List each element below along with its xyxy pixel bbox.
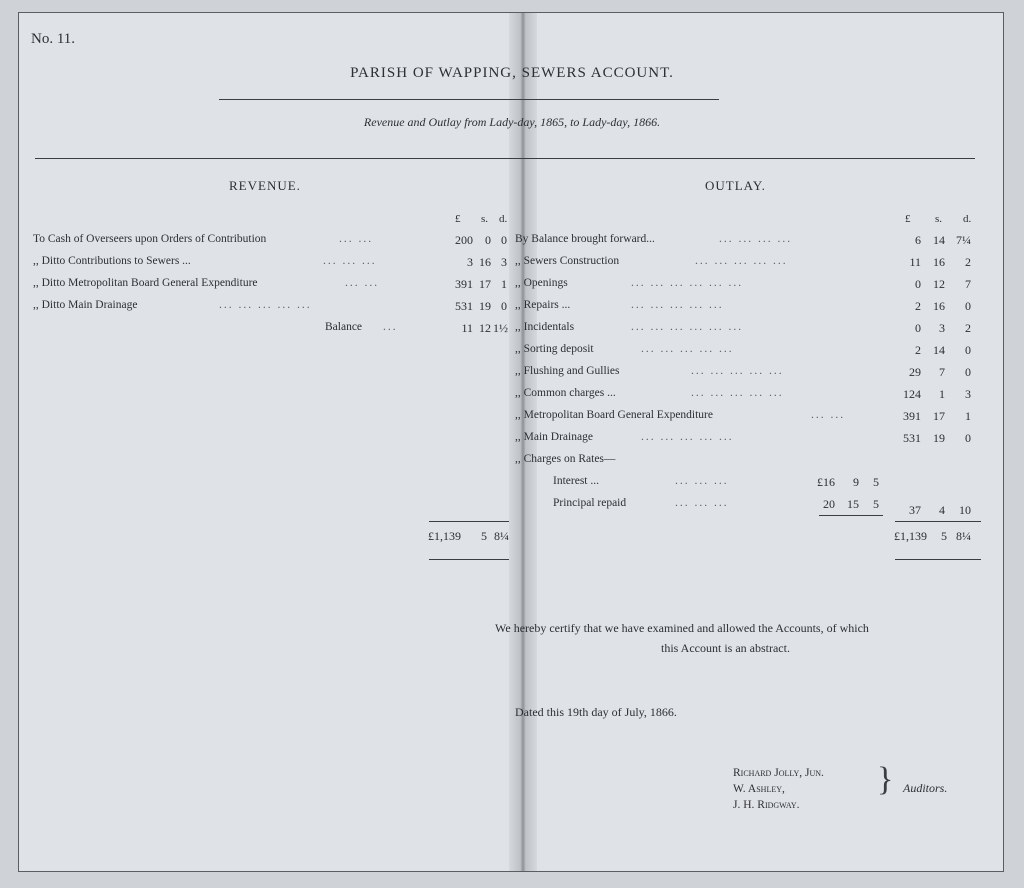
page-title: PARISH OF WAPPING, SEWERS ACCOUNT. — [350, 65, 674, 81]
amount-pounds: 531 — [455, 299, 473, 313]
outlay-label: ,, Sorting deposit — [515, 343, 594, 355]
amount-pounds: 6 — [915, 233, 921, 247]
outlay-label: ,, Repairs ... — [515, 299, 571, 311]
leader-dots: ... ... ... ... ... — [631, 299, 724, 311]
outlay-pound-header: £ — [905, 213, 911, 225]
amount-pence: 2 — [965, 321, 971, 335]
leader-dots: ... ... ... ... ... ... — [631, 277, 744, 289]
amount-pence: 0 — [501, 233, 507, 247]
leader-dots: ... ... ... ... ... — [641, 343, 734, 355]
revenue-total-pounds: £1,139 — [428, 529, 461, 543]
amount-pounds: 3 — [467, 255, 473, 269]
amount-pence: 2 — [965, 255, 971, 269]
amount-shillings: 19 — [479, 299, 491, 313]
amount-pounds: 124 — [903, 387, 921, 401]
revenue-heading: REVENUE. — [229, 178, 301, 193]
revenue-total-shillings: 5 — [481, 529, 487, 543]
amount-shillings: 19 — [933, 431, 945, 445]
amount-pence: 3 — [965, 387, 971, 401]
document-number: No. 11. — [31, 31, 76, 47]
sub-amount-pounds: £16 — [817, 475, 835, 489]
amount-pence: 1½ — [493, 321, 508, 335]
leader-dots: ... ... ... — [675, 497, 729, 509]
sub-total-pence: 10 — [959, 503, 971, 517]
revenue-shilling-header: s. — [481, 213, 489, 225]
revenue-total-double-rule — [429, 559, 509, 560]
certification-line-2: this Account is an abstract. — [661, 641, 790, 655]
account-page — [18, 12, 1004, 872]
signatory-name: J. H. Ridgway. — [733, 799, 800, 811]
amount-pence: 1 — [965, 409, 971, 423]
outlay-total-pounds: £1,139 — [894, 529, 927, 543]
outlay-label: ,, Incidentals — [515, 321, 575, 333]
amount-pounds: 391 — [455, 277, 473, 291]
sub-label: Principal repaid — [553, 497, 627, 509]
revenue-label: ,, Ditto Contributions to Sewers ... — [33, 255, 191, 267]
outlay-total-shillings: 5 — [941, 529, 947, 543]
outlay-label: ,, Main Drainage — [515, 431, 593, 443]
auditors-label: Auditors. — [903, 781, 948, 795]
revenue-label: ,, Ditto Metropolitan Board General Expenditure — [33, 277, 258, 289]
amount-shillings: 17 — [933, 409, 945, 423]
amount-pence: 3 — [501, 255, 507, 269]
leader-dots: ... — [383, 321, 398, 333]
amount-shillings: 3 — [939, 321, 945, 335]
amount-shillings: 12 — [933, 277, 945, 291]
amount-pounds: 391 — [903, 409, 921, 423]
outlay-label: ,, Openings — [515, 277, 568, 289]
outlay-label: ,, Sewers Construction — [515, 255, 620, 267]
amount-pence: 7¼ — [956, 233, 971, 247]
amount-shillings: 12 — [479, 321, 491, 335]
leader-dots: ... ... ... — [675, 475, 729, 487]
amount-shillings: 14 — [933, 343, 945, 357]
sub-amount-pence: 5 — [873, 497, 879, 511]
outlay-pence-header: d. — [963, 213, 972, 225]
amount-shillings: 7 — [939, 365, 945, 379]
amount-pounds: 2 — [915, 299, 921, 313]
leader-dots: ... ... ... ... ... — [691, 387, 784, 399]
outlay-label: ,, Charges on Rates— — [515, 453, 616, 465]
revenue-total-rule — [429, 521, 509, 522]
amount-pounds: 2 — [915, 343, 921, 357]
revenue-pound-header: £ — [455, 213, 461, 225]
leader-dots: ... ... ... ... ... — [691, 365, 784, 377]
leader-dots: ... ... — [811, 409, 846, 421]
dated-line: Dated this 19th day of July, 1866. — [515, 705, 677, 719]
outlay-label: ,, Flushing and Gullies — [515, 365, 620, 377]
signatory-name: Richard Jolly, Jun. — [733, 767, 824, 779]
outlay-total-double-rule — [895, 559, 981, 560]
sub-amount-pounds: 20 — [823, 497, 835, 511]
amount-pence: 0 — [965, 343, 971, 357]
revenue-label: ,, Ditto Main Drainage — [33, 299, 138, 311]
outlay-label: By Balance brought forward... — [515, 233, 655, 245]
sub-total-shillings: 4 — [939, 503, 945, 517]
amount-shillings: 16 — [479, 255, 491, 269]
amount-shillings: 14 — [933, 233, 945, 247]
amount-shillings: 16 — [933, 255, 945, 269]
leader-dots: ... ... ... — [323, 255, 377, 267]
amount-pence: 0 — [965, 299, 971, 313]
title-rule — [219, 99, 719, 100]
header-rule — [35, 158, 975, 159]
page-subtitle: Revenue and Outlay from Lady-day, 1865, to Lady-day, 1866. — [363, 115, 661, 129]
amount-pounds: 200 — [455, 233, 473, 247]
outlay-label: ,, Common charges ... — [515, 387, 616, 399]
amount-pence: 0 — [965, 365, 971, 379]
outlay-total-rule — [895, 521, 981, 522]
leader-dots: ... ... ... ... ... ... — [631, 321, 744, 333]
revenue-label: To Cash of Overseers upon Orders of Contribution — [33, 233, 267, 245]
sub-label: Interest ... — [553, 475, 599, 487]
leader-dots: ... ... — [339, 233, 374, 245]
leader-dots: ... ... ... ... — [719, 233, 793, 245]
sub-total-pounds: 37 — [909, 503, 921, 517]
outlay-shilling-header: s. — [935, 213, 943, 225]
amount-pounds: 531 — [903, 431, 921, 445]
amount-pence: 1 — [501, 277, 507, 291]
amount-pounds: 11 — [461, 321, 473, 335]
amount-pence: 0 — [501, 299, 507, 313]
amount-pence: 0 — [965, 431, 971, 445]
amount-pounds: 11 — [909, 255, 921, 269]
leader-dots: ... ... ... ... ... — [641, 431, 734, 443]
amount-pounds: 0 — [915, 321, 921, 335]
right-brace-icon: } — [877, 761, 894, 798]
outlay-heading: OUTLAY. — [705, 178, 766, 193]
outlay-total-pence: 8¼ — [956, 529, 971, 543]
sub-amount-shillings: 9 — [853, 475, 859, 489]
sub-amount-pence: 5 — [873, 475, 879, 489]
amount-pounds: 0 — [915, 277, 921, 291]
leader-dots: ... ... ... ... ... — [695, 255, 788, 267]
leader-dots: ... ... — [345, 277, 380, 289]
amount-shillings: 16 — [933, 299, 945, 313]
amount-shillings: 0 — [485, 233, 491, 247]
amount-shillings: 1 — [939, 387, 945, 401]
amount-pence: 7 — [965, 277, 971, 291]
amount-shillings: 17 — [479, 277, 491, 291]
outlay-label: ,, Metropolitan Board General Expenditure — [515, 409, 713, 421]
certification-line-1: We hereby certify that we have examined and allowed the Accounts, of which — [495, 621, 869, 635]
revenue-total-pence: 8¼ — [494, 529, 509, 543]
signatory-name: W. Ashley, — [733, 783, 785, 795]
sub-amount-shillings: 15 — [847, 497, 859, 511]
amount-pounds: 29 — [909, 365, 921, 379]
leader-dots: ... ... ... ... ... — [219, 299, 312, 311]
revenue-pence-header: d. — [499, 213, 508, 225]
revenue-label: Balance — [325, 321, 363, 333]
sub-total-rule — [819, 515, 883, 516]
